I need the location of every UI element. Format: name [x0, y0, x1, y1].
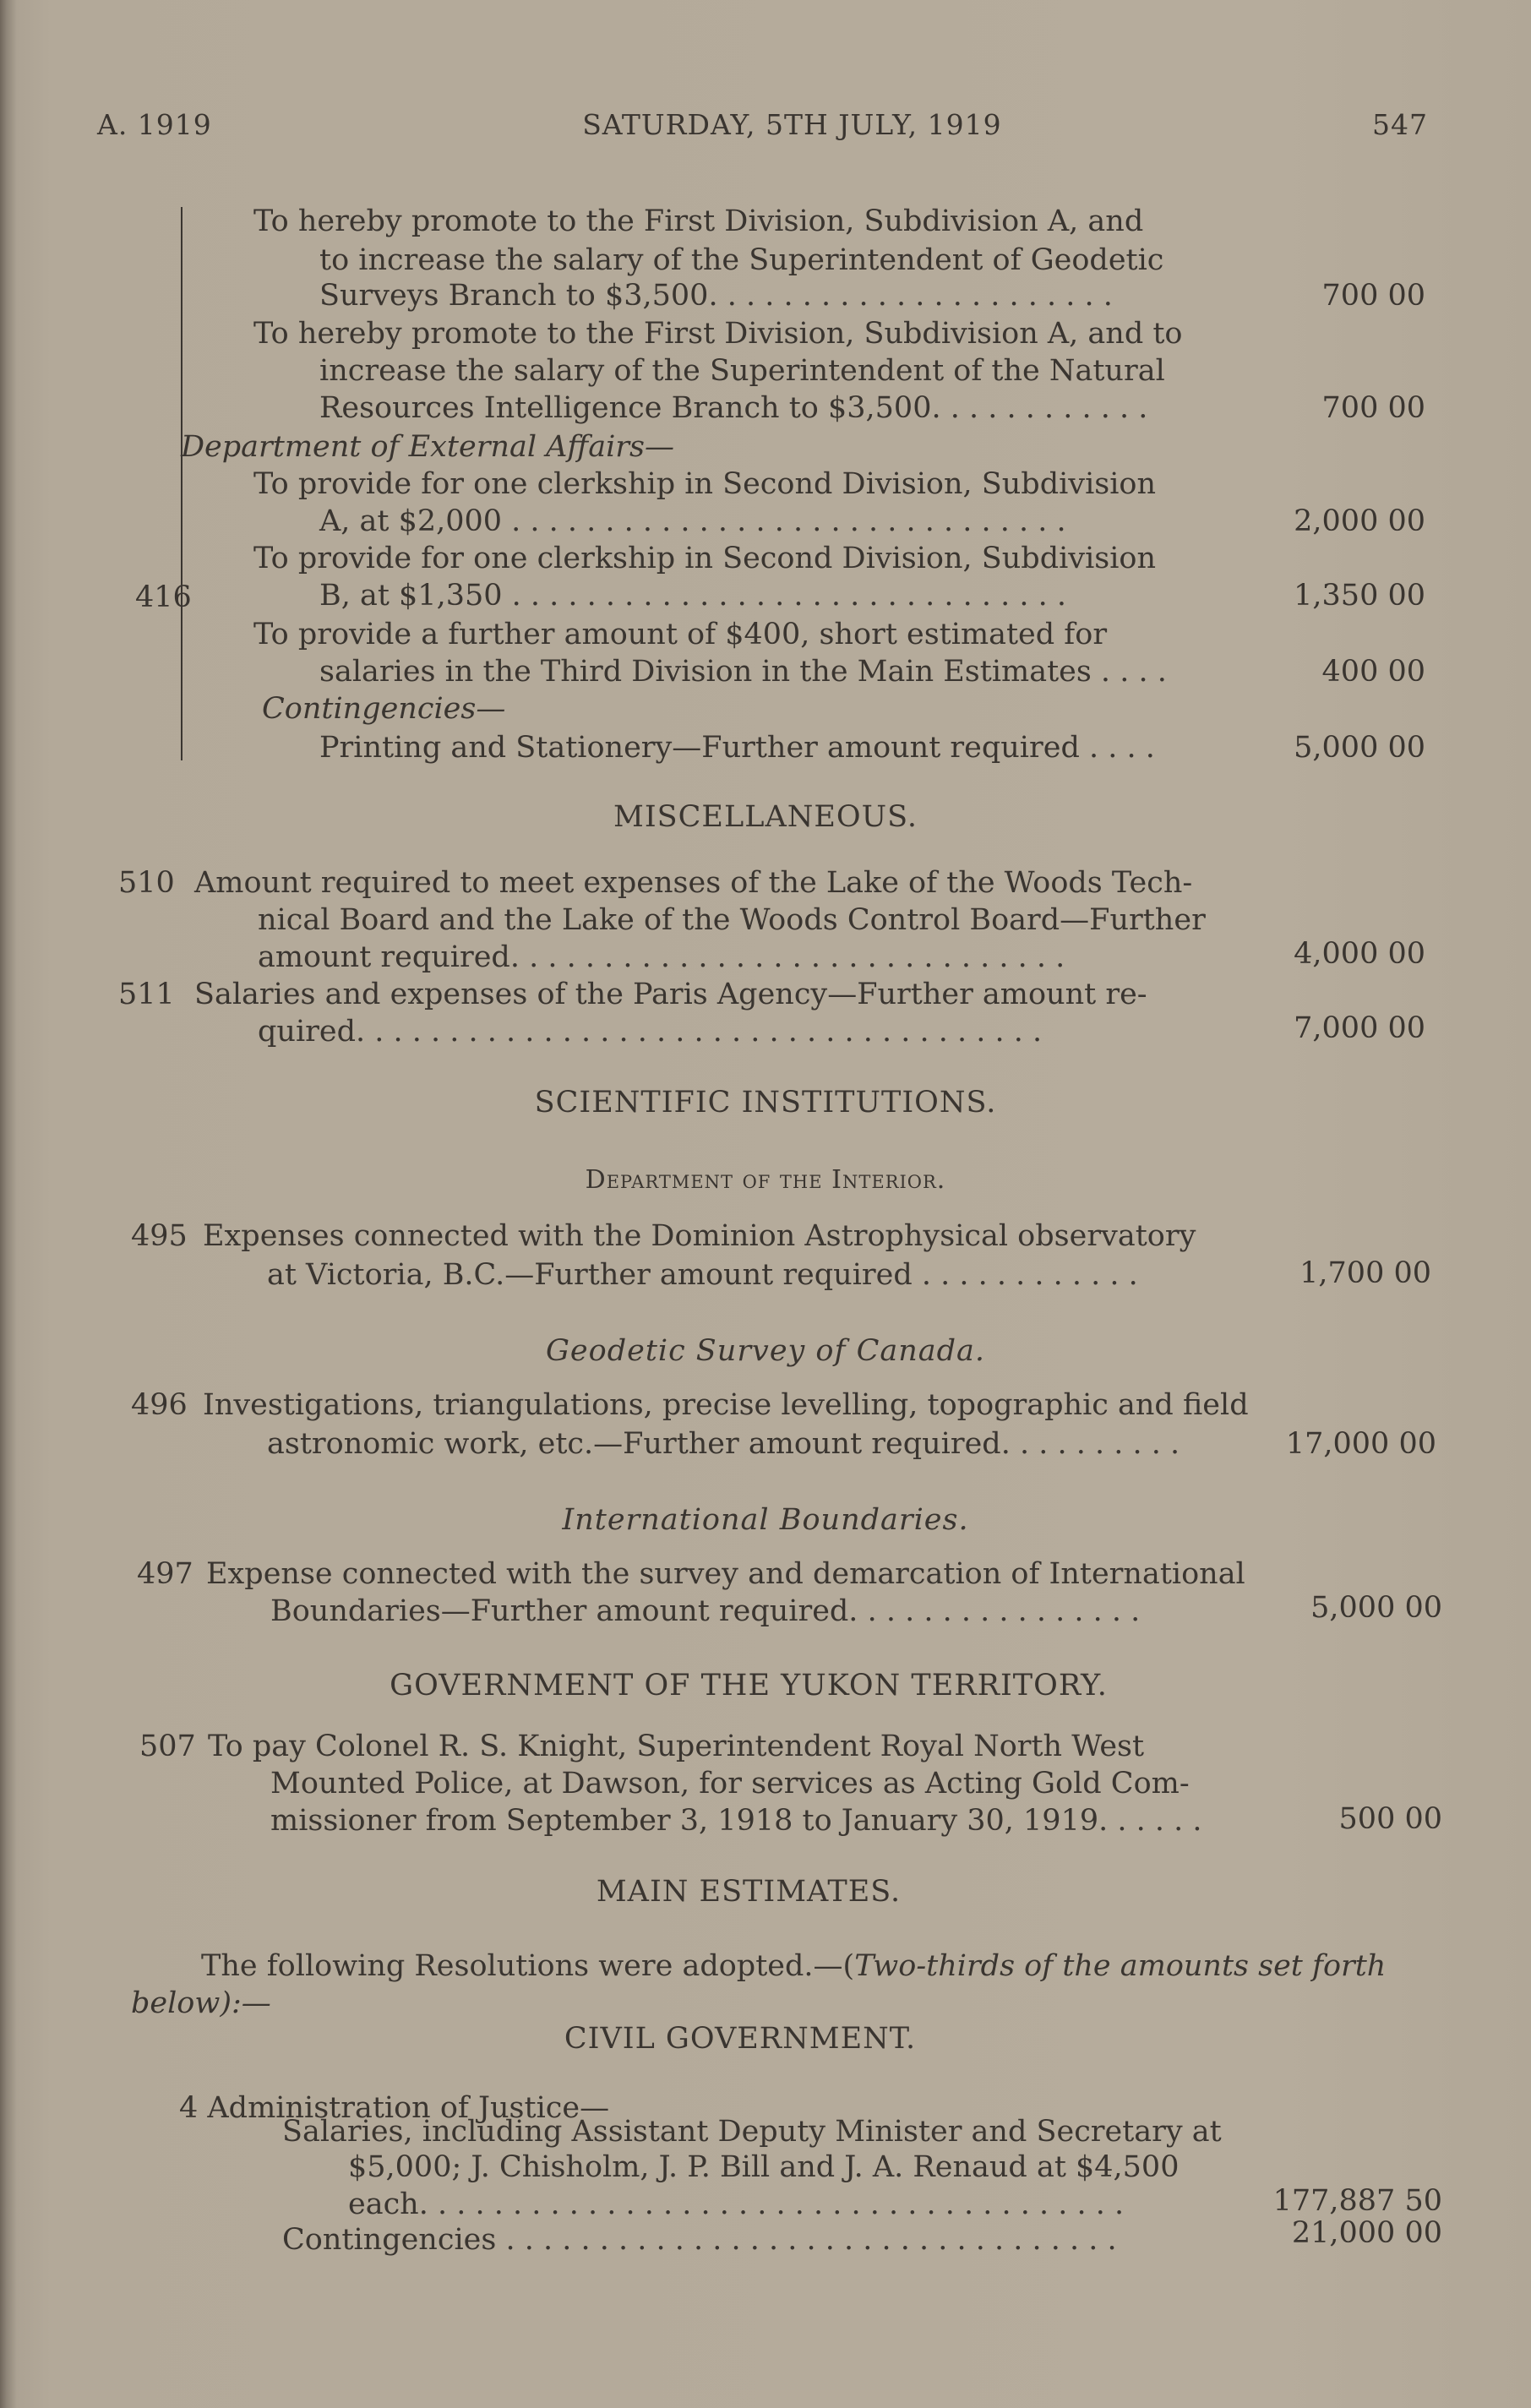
item-510-line-2: amount required. . . . . . . . . . . . . . . . . . . . . . . . . . . . . .	[258, 940, 1065, 974]
item-511-line-1: quired. . . . . . . . . . . . . . . . . . . . . . . . . . . . . . . . . . . . .	[258, 1015, 1043, 1049]
block1-line-11: To provide a further amount of $400, short estimated for	[253, 618, 1108, 651]
item-number-495: 495	[131, 1219, 188, 1253]
block1-amount-8: 2,000 00	[1294, 504, 1425, 538]
item-496-line-0: Investigations, triangulations, precise levelling, topographic and field	[203, 1388, 1249, 1422]
item-4-line-1: $5,000; J. Chisholm, J. P. Bill and J. A. Renaud at $4,500	[348, 2150, 1180, 2184]
block1-line-6: Department of External Affairs—	[181, 430, 674, 464]
block1-amount-12: 400 00	[1321, 655, 1425, 689]
block1-line-1: to increase the salary of the Superintendent of Geodetic	[319, 243, 1164, 277]
item-4-amount-contingencies: 21,000 00	[1291, 2216, 1442, 2250]
item-507-line-1: Mounted Police, at Dawson, for services as Acting Gold Com-	[270, 1767, 1190, 1801]
item-497-line-0: Expense connected with the survey and demarcation of International	[206, 1557, 1245, 1591]
scientific-heading: SCIENTIFIC INSTITUTIONS.	[534, 1086, 997, 1120]
intro-plain: The following Resolutions were adopted.—(	[201, 1949, 855, 1983]
block1-amount-5: 700 00	[1321, 391, 1425, 425]
block1-line-4: increase the salary of the Superintendent of the Natural	[319, 354, 1165, 388]
main-estimates-intro-line2: below):—	[131, 1986, 271, 2020]
item-4-contingencies: Contingencies . . . . . . . . . . . . . . . . . . . . . . . . . . . . . . . . .	[282, 2223, 1117, 2257]
item-4-line-2: each. . . . . . . . . . . . . . . . . . . . . . . . . . . . . . . . . . . . . .	[348, 2187, 1125, 2221]
item-number-497: 497	[137, 1557, 193, 1591]
civil-government-heading: CIVIL GOVERNMENT.	[564, 2022, 917, 2056]
block1-amount-2: 700 00	[1321, 279, 1425, 313]
yukon-heading: GOVERNMENT OF THE YUKON TERRITORY.	[390, 1669, 1108, 1702]
header-left: A. 1919	[97, 108, 212, 141]
block1-line-12: salaries in the Third Division in the Main Estimates . . . .	[319, 655, 1167, 689]
main-estimates-heading: MAIN ESTIMATES.	[596, 1875, 902, 1909]
block1-line-9: To provide for one clerkship in Second Division, Subdivision	[253, 542, 1157, 575]
item-510-amount: 4,000 00	[1294, 937, 1425, 971]
item-497-amount: 5,000 00	[1310, 1591, 1442, 1625]
block1-line-0: To hereby promote to the First Division, Subdivision A, and	[253, 204, 1144, 238]
intro-italic: Two-thirds of the amounts set forth	[854, 1949, 1387, 1983]
item-507-amount: 500 00	[1338, 1802, 1442, 1836]
item-4-label: 4 Administration of Justice—	[179, 2091, 610, 2125]
brace	[181, 207, 183, 760]
block1-line-10: B, at $1,350 . . . . . . . . . . . . . . . . . . . . . . . . . . . . . .	[319, 579, 1067, 613]
item-497-line-1: Boundaries—Further amount required. . . . . . . . . . . . . . . .	[270, 1594, 1141, 1628]
international-boundaries-heading: International Boundaries.	[562, 1503, 969, 1537]
block1-line-5: Resources Intelligence Branch to $3,500. . . . . . . . . . . .	[319, 391, 1148, 425]
item-496-amount: 17,000 00	[1285, 1427, 1436, 1461]
item-507-line-2: missioner from September 3, 1918 to January 30, 1919. . . . . .	[270, 1804, 1202, 1838]
item-495-line-0: Expenses connected with the Dominion Astrophysical observatory	[203, 1219, 1196, 1253]
block1-line-3: To hereby promote to the First Division, Subdivision A, and to	[253, 317, 1183, 351]
item-number-416: 416	[135, 580, 192, 614]
item-511-amount: 7,000 00	[1294, 1011, 1425, 1045]
item-number-496: 496	[131, 1388, 188, 1422]
main-estimates-intro-line1	[201, 1949, 1387, 1983]
item-507-line-0: To pay Colonel R. S. Knight, Superintendent Royal North West	[208, 1730, 1145, 1763]
page-number: 547	[1372, 108, 1428, 141]
item-510-line-1: nical Board and the Lake of the Woods Control Board—Further	[258, 903, 1206, 937]
block1-line-2: Surveys Branch to $3,500. . . . . . . . . . . . . . . . . . . . . .	[319, 279, 1113, 313]
item-496-line-1: astronomic work, etc.—Further amount required. . . . . . . . . .	[267, 1427, 1180, 1461]
item-number-510: 510	[118, 866, 175, 900]
item-number-507: 507	[139, 1730, 196, 1763]
geodetic-survey-heading: Geodetic Survey of Canada.	[545, 1334, 986, 1368]
header-title: SATURDAY, 5TH JULY, 1919	[582, 108, 1002, 141]
page-header	[97, 108, 1428, 141]
item-511-line-0: Salaries and expenses of the Paris Agency—Further amount re-	[194, 978, 1147, 1011]
miscellaneous-heading: MISCELLANEOUS.	[613, 800, 918, 834]
item-4-line-0: Salaries, including Assistant Deputy Minister and Secretary at	[282, 2115, 1222, 2149]
item-495-amount: 1,700 00	[1299, 1256, 1431, 1290]
item-4-amount-salaries: 177,887 50	[1272, 2184, 1442, 2218]
block1-line-13: Contingencies—	[262, 692, 506, 726]
block1-amount-10: 1,350 00	[1294, 579, 1425, 613]
item-510-line-0: Amount required to meet expenses of the Lake of the Woods Tech-	[194, 866, 1193, 900]
block1-line-7: To provide for one clerkship in Second Division, Subdivision	[253, 467, 1157, 501]
item-495-line-1: at Victoria, B.C.—Further amount required . . . . . . . . . . . .	[267, 1258, 1138, 1292]
block1-amount-14: 5,000 00	[1294, 731, 1425, 765]
block1-line-8: A, at $2,000 . . . . . . . . . . . . . . . . . . . . . . . . . . . . . .	[319, 504, 1066, 538]
department-interior-heading: Department of the Interior.	[585, 1165, 946, 1195]
item-number-511: 511	[118, 978, 175, 1011]
block1-line-14: Printing and Stationery—Further amount required . . . .	[319, 731, 1155, 765]
